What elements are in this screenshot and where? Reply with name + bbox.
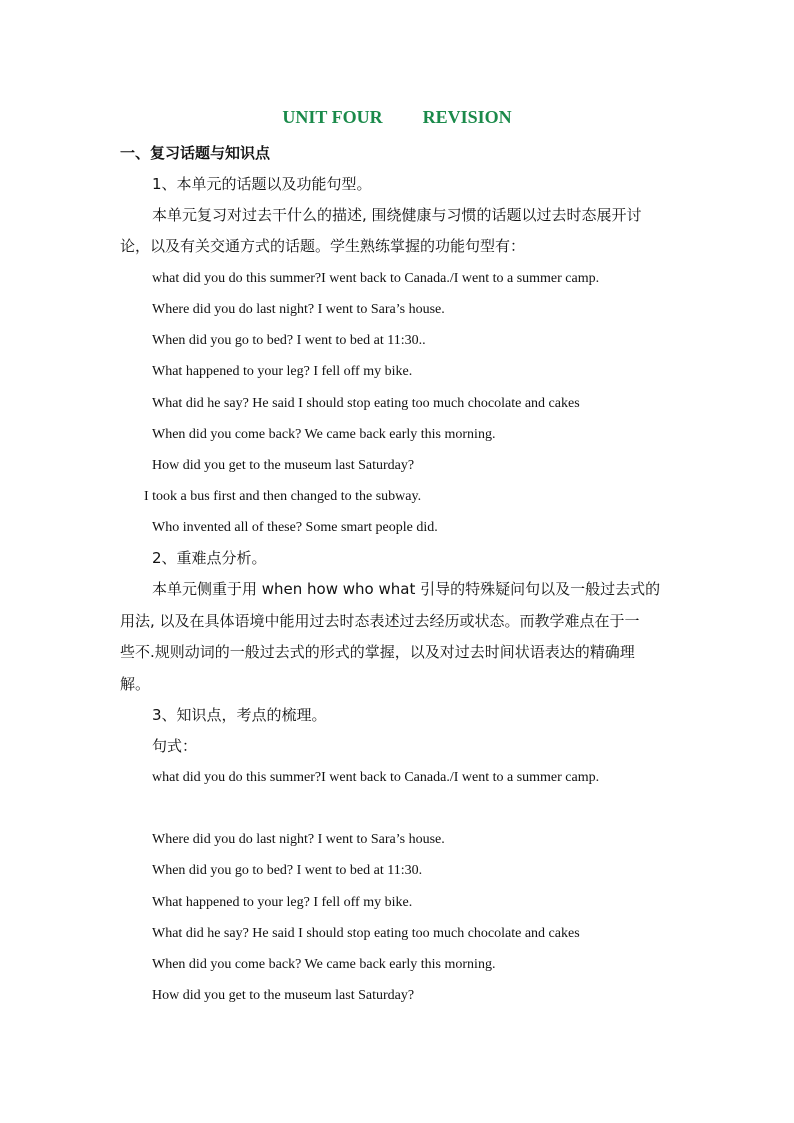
- item1-title: 1、本单元的话题以及功能句型。: [152, 175, 372, 193]
- sentence-line: what did you do this summer?I went back to Canada./I went to a summer camp.: [152, 770, 600, 785]
- title-revision: REVISION: [422, 107, 512, 127]
- sentence-line: How did you get to the museum last Saturday?: [152, 458, 415, 473]
- sentence-line: I took a bus first and then changed to the subway.: [144, 489, 422, 504]
- item1-paragraph-line1: 本单元复习对过去干什么的描述, 围绕健康与习惯的话题以过去时态展开讨: [152, 206, 642, 224]
- sentence-line: When did you go to bed? I went to bed at 11:30.: [152, 863, 423, 878]
- sentence-line: What happened to your leg? I fell off my bike.: [152, 895, 413, 910]
- sentence-line: What happened to your leg? I fell off my bike.: [152, 364, 413, 379]
- sentence-line: When did you go to bed? I went to bed at 11:30..: [152, 333, 426, 348]
- title-unit: UNIT FOUR: [282, 107, 383, 127]
- item2-paragraph-line1: 本单元侧重于用 when how who what 引导的特殊疑问句以及一般过去式的: [152, 580, 661, 598]
- sentence-line: Where did you do last night? I went to Sara’s house.: [152, 302, 445, 317]
- sentence-line: What did he say? He said I should stop eating too much chocolate and cakes: [152, 926, 580, 941]
- item2-paragraph-line2: 用法, 以及在具体语境中能用过去时态表述过去经历或状态。而教学难点在于一: [120, 612, 640, 630]
- sentence-line: Where did you do last night? I went to Sara’s house.: [152, 832, 445, 847]
- sentence-line: Who invented all of these? Some smart people did.: [152, 520, 438, 535]
- item1-paragraph-line2: 论，以及有关交通方式的话题。学生熟练掌握的功能句型有：: [120, 237, 526, 255]
- item2-paragraph-line3: 些不.规则动词的一般过去式的形式的掌握，以及对过去时间状语表达的精确理: [120, 643, 635, 661]
- section-heading: 一、复习话题与知识点: [120, 144, 271, 162]
- sentence-line: How did you get to the museum last Saturday?: [152, 988, 415, 1003]
- item2-title: 2、重难点分析。: [152, 549, 267, 567]
- sentence-line: What did he say? He said I should stop eating too much chocolate and cakes: [152, 396, 580, 411]
- sentence-line: what did you do this summer?I went back to Canada./I went to a summer camp.: [152, 271, 600, 286]
- item2-paragraph-line4: 解。: [120, 675, 151, 693]
- sentence-line: When did you come back? We came back early this morning.: [152, 427, 496, 442]
- page-title: [0, 108, 794, 126]
- item3-subtitle: 句式：: [152, 737, 198, 755]
- sentence-line: When did you come back? We came back early this morning.: [152, 957, 496, 972]
- item3-title: 3、知识点，考点的梳理。: [152, 706, 327, 724]
